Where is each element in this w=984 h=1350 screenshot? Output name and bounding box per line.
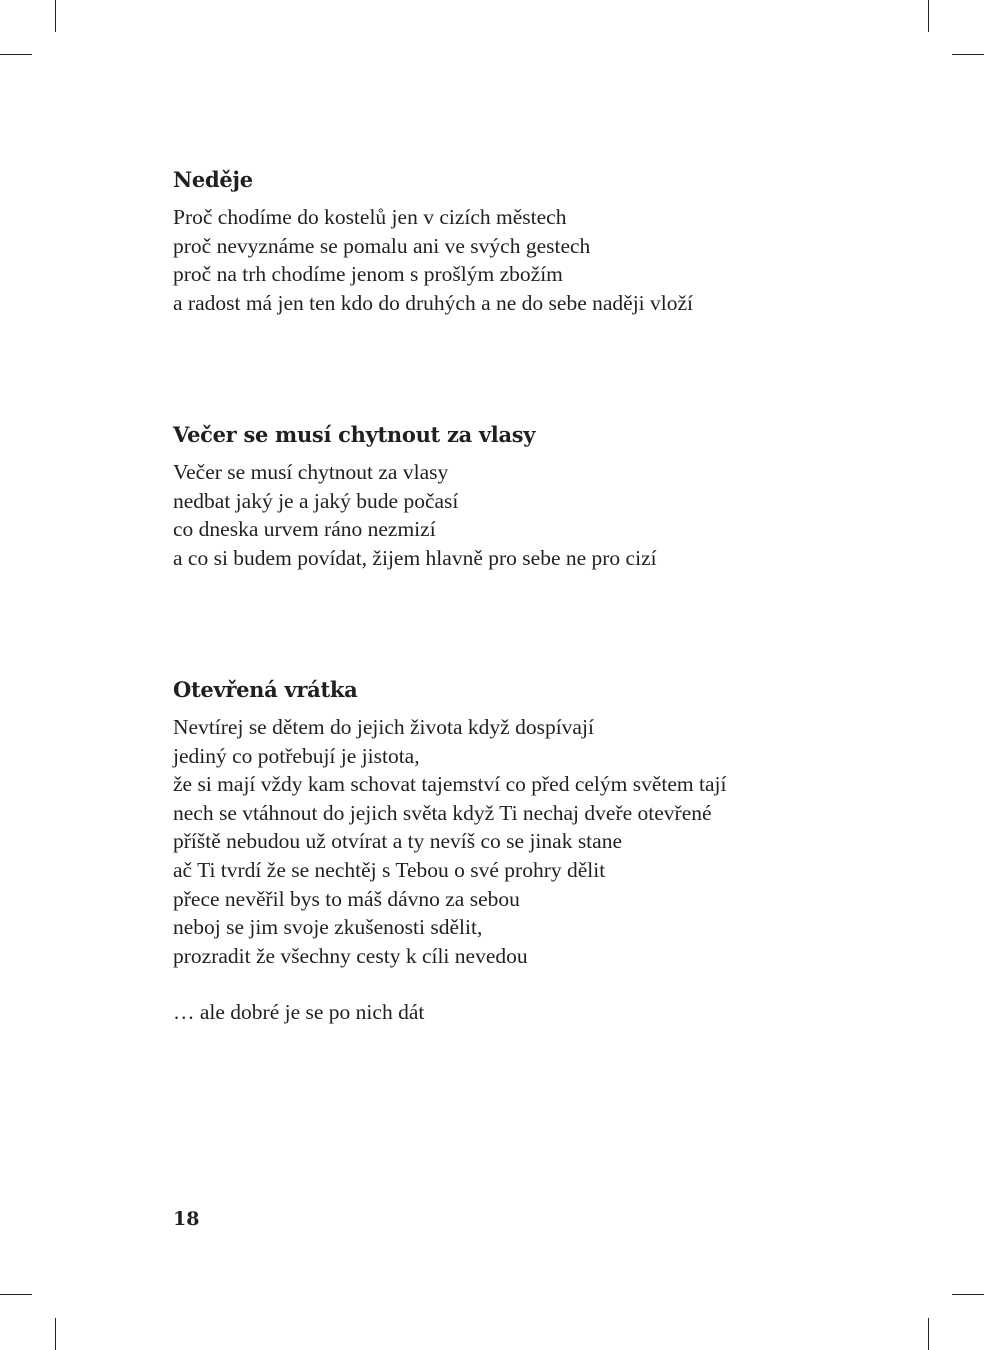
- poem-body: [173, 713, 933, 970]
- crop-mark-top-left-vertical: [55, 0, 56, 32]
- poem-coda: … ale dobré je se po nich dát: [173, 1000, 425, 1025]
- poem-body: [173, 458, 933, 572]
- poem-title: Neděje: [173, 167, 253, 192]
- crop-mark-bottom-right-horizontal: [952, 1294, 984, 1295]
- poem-line: nedbat jaký je a jaký bude počasí: [173, 488, 459, 513]
- poem-line: co dneska urvem ráno nezmizí: [173, 517, 436, 542]
- poem-body: [173, 203, 933, 317]
- poem-line: neboj se jim svoje zkušenosti sdělit,: [173, 915, 483, 940]
- crop-mark-bottom-left-horizontal: [0, 1294, 32, 1295]
- crop-mark-top-right-vertical: [928, 0, 929, 32]
- poem-line: příště nebudou už otvírat a ty nevíš co se jinak stane: [173, 829, 622, 854]
- crop-mark-bottom-left-vertical: [55, 1318, 56, 1350]
- poem-line: proč na trh chodíme jenom s prošlým zbožím: [173, 262, 563, 287]
- poem-nedeje: [173, 167, 933, 317]
- page-number: 18: [173, 1208, 200, 1230]
- poem-title: Otevřená vrátka: [173, 677, 358, 702]
- poem-line: přece nevěřil bys to máš dávno za sebou: [173, 886, 520, 911]
- poem-title: Večer se musí chytnout za vlasy: [173, 422, 536, 447]
- poem-vecer: [173, 422, 933, 572]
- crop-mark-bottom-right-vertical: [928, 1318, 929, 1350]
- poem-line: ač Ti tvrdí že se nechtěj s Tebou o své prohry dělit: [173, 857, 606, 882]
- poem-line: a radost má jen ten kdo do druhých a ne do sebe naději vloží: [173, 290, 694, 315]
- poem-line: prozradit že všechny cesty k cíli nevedou: [173, 943, 528, 968]
- poem-line: nech se vtáhnout do jejich světa když Ti nechaj dveře otevřené: [173, 800, 712, 825]
- poem-line: jediný co potřebují je jistota,: [173, 743, 420, 768]
- crop-mark-top-left-horizontal: [0, 54, 32, 55]
- poem-line: proč nevyznáme se pomalu ani ve svých gestech: [173, 233, 591, 258]
- poem-line: Nevtírej se dětem do jejich života když dospívají: [173, 715, 594, 739]
- poem-line: Večer se musí chytnout za vlasy: [173, 460, 449, 484]
- poem-line: Proč chodíme do kostelů jen v cizích městech: [173, 205, 567, 229]
- poem-line: a co si budem povídat, žijem hlavně pro sebe ne pro cizí: [173, 545, 657, 570]
- poem-line: že si mají vždy kam schovat tajemství co před celým světem tají: [173, 772, 727, 797]
- crop-mark-top-right-horizontal: [952, 54, 984, 55]
- poem-otevrena-vratka: [173, 677, 933, 1027]
